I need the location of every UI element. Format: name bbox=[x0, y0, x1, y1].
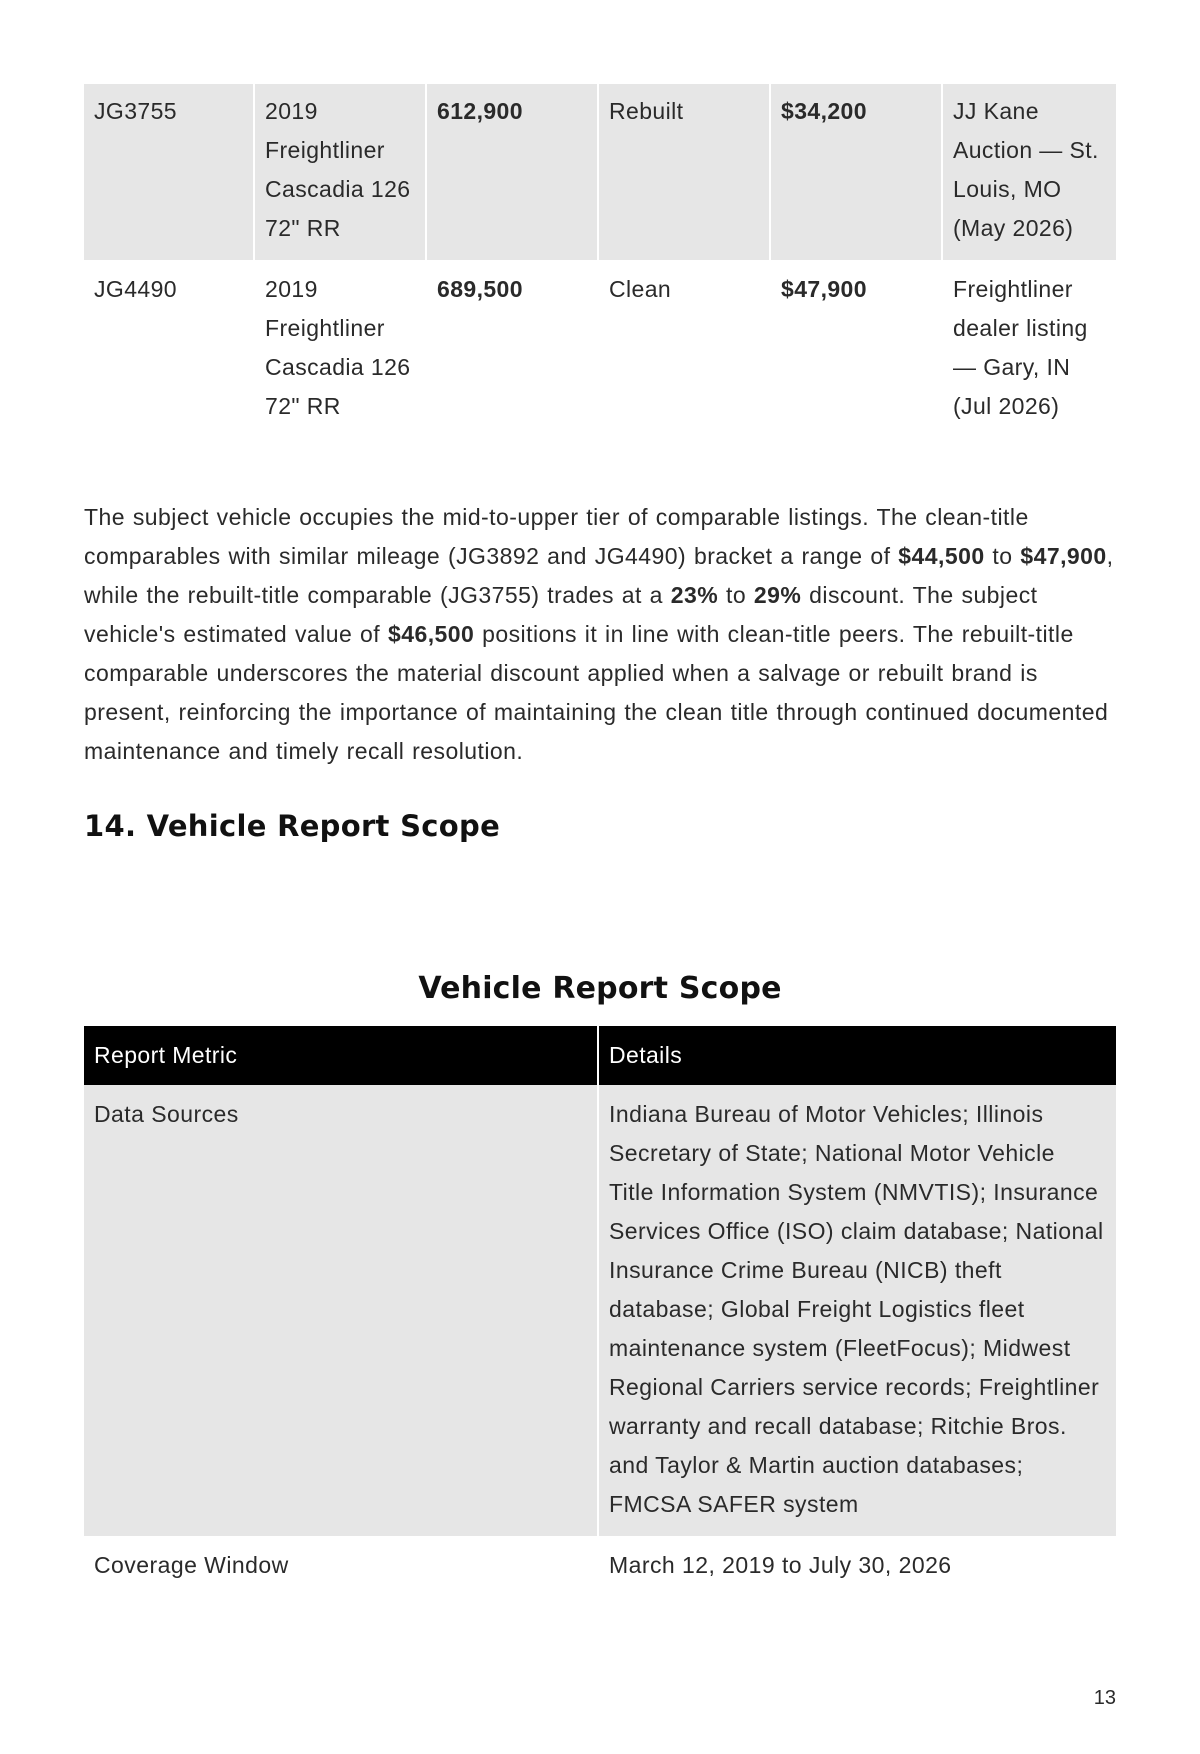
comparables-table bbox=[84, 84, 1116, 438]
vehicle-cell: 2019 Freightliner Cascadia 126 72" RR bbox=[255, 260, 427, 438]
analysis-figure: $47,900 bbox=[1020, 543, 1107, 569]
details-cell: March 12, 2019 to July 30, 2026 bbox=[599, 1536, 1116, 1597]
analysis-text: to bbox=[984, 543, 1021, 569]
vehicle-cell: 2019 Freightliner Cascadia 126 72" RR bbox=[255, 84, 427, 260]
title-status-cell: Clean bbox=[599, 260, 771, 438]
price-cell: $34,200 bbox=[771, 84, 943, 260]
analysis-text: discount. The subject vehicle's estimated value of bbox=[84, 582, 1038, 647]
analysis-paragraph bbox=[84, 498, 1116, 771]
column-header-metric: Report Metric bbox=[84, 1026, 599, 1085]
report-page bbox=[84, 84, 1116, 1597]
analysis-text: to bbox=[718, 582, 754, 608]
analysis-text: The subject vehicle occupies the mid-to-upper tier of comparable listings. The clean-title comparables with similar mileage (JG3892 and JG4490) bracket a range of bbox=[84, 504, 1029, 569]
source-cell: Freightliner dealer listing — Gary, IN (Jul 2026) bbox=[943, 260, 1116, 438]
column-header-details: Details bbox=[599, 1026, 1116, 1085]
source-cell: JJ Kane Auction — St. Louis, MO (May 2026) bbox=[943, 84, 1116, 260]
price-cell: $47,900 bbox=[771, 260, 943, 438]
details-cell: Indiana Bureau of Motor Vehicles; Illinois Secretary of State; National Motor Vehicle Title Information System (NMVTIS); Insurance Services Office (ISO) claim database; National Insurance Crime Bureau (NICB) theft database; Global Freight Logistics fleet maintenance system (FleetFocus); Midwest Regional Carriers service records; Freightliner warranty and recall database; Ritchie Bros. and Taylor & Martin auction databases; FMCSA SAFER system bbox=[599, 1085, 1116, 1536]
analysis-figure: 23% bbox=[670, 582, 719, 608]
mileage-cell: 689,500 bbox=[427, 260, 599, 438]
table-caption: Vehicle Report Scope bbox=[418, 971, 782, 1006]
table-row bbox=[84, 1085, 1116, 1536]
table-row bbox=[84, 260, 1116, 438]
metric-cell: Coverage Window bbox=[84, 1536, 599, 1597]
page-number: 13 bbox=[1093, 1687, 1116, 1709]
analysis-figure: 29% bbox=[753, 582, 802, 608]
analysis-figure: $46,500 bbox=[387, 621, 475, 647]
title-status-cell: Rebuilt bbox=[599, 84, 771, 260]
section-heading: 14. Vehicle Report Scope bbox=[84, 809, 501, 843]
analysis-text: , while the rebuilt-title comparable (JG3755) trades at a bbox=[84, 543, 1114, 608]
table-row bbox=[84, 1536, 1116, 1597]
report-scope-table bbox=[84, 1026, 1116, 1597]
analysis-text: positions it in line with clean-title peers. The rebuilt-title comparable underscores the material discount applied when a salvage or rebuilt brand is present, reinforcing the importance of maintaining the clean title through continued documented maintenance and timely recall resolution. bbox=[84, 621, 1109, 764]
unit-cell: JG3755 bbox=[84, 84, 255, 260]
table-row bbox=[84, 84, 1116, 260]
metric-cell: Data Sources bbox=[84, 1085, 599, 1536]
mileage-cell: 612,900 bbox=[427, 84, 599, 260]
unit-cell: JG4490 bbox=[84, 260, 255, 438]
table-header-row bbox=[84, 1026, 1116, 1085]
analysis-figure: $44,500 bbox=[898, 543, 985, 569]
